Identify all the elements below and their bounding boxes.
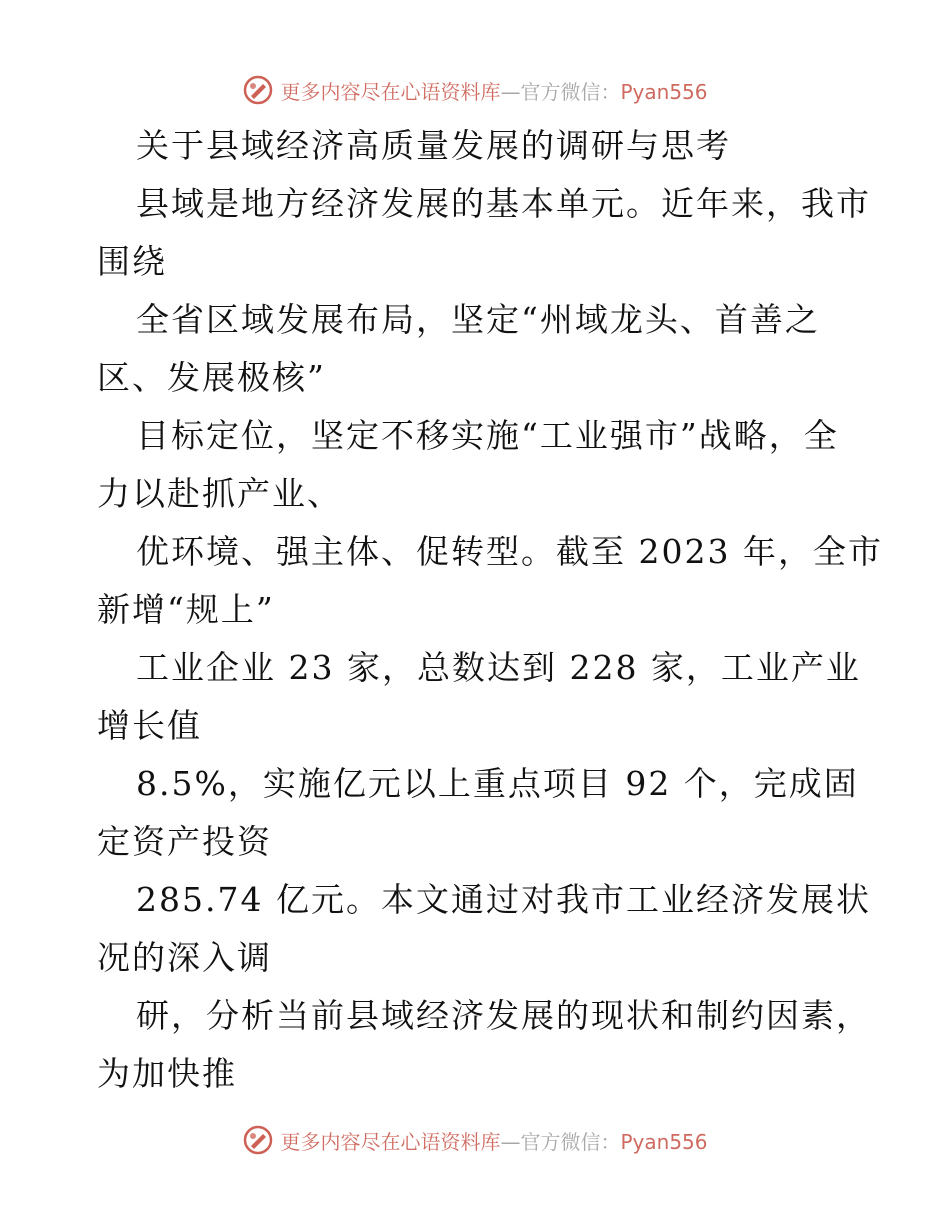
watermark-text — [280, 1126, 707, 1155]
paragraph-line: 围绕 — [97, 242, 167, 281]
watermark-dash: — — [500, 1129, 521, 1154]
document-body — [97, 117, 883, 1103]
document-title: 关于县域经济高质量发展的调研与思考 — [136, 126, 731, 165]
paragraph-line: 增长值 — [97, 706, 202, 745]
mouse-pen-icon — [242, 74, 274, 106]
header-watermark — [0, 70, 950, 110]
paragraph-line: 定资产投资 — [97, 822, 272, 861]
watermark-text — [280, 76, 707, 105]
paragraph-line: 县域是地方经济发展的基本单元。近年来，我市 — [136, 184, 871, 223]
footer-watermark — [0, 1120, 950, 1160]
paragraph-line: 况的深入调 — [97, 938, 272, 977]
watermark-wechat-label: 官方微信： — [520, 1129, 621, 1154]
paragraph-line: 工业企业 23 家，总数达到 228 家，工业产业 — [136, 648, 861, 687]
paragraph-line: 新增“规上” — [97, 590, 275, 629]
paragraph-line: 8.5%，实施亿元以上重点项目 92 个，完成固 — [136, 764, 859, 803]
paragraph-line: 为加快推 — [97, 1054, 237, 1093]
watermark-prefix: 更多内容尽在心语资料库 — [280, 79, 501, 104]
paragraph-line: 全省区域发展布局，坚定“州域龙头、首善之 — [136, 300, 820, 339]
paragraph-line: 285.74 亿元。本文通过对我市工业经济发展状 — [136, 880, 871, 919]
watermark-wechat-id: Pyan556 — [620, 79, 708, 104]
watermark-wechat-label: 官方微信： — [520, 79, 621, 104]
paragraph-line: 研，分析当前县域经济发展的现状和制约因素， — [136, 996, 871, 1035]
paragraph-line: 力以赴抓产业、 — [97, 474, 342, 513]
paragraph-line: 目标定位，坚定不移实施“工业强市”战略，全 — [136, 416, 839, 455]
watermark-wechat-id: Pyan556 — [620, 1129, 708, 1154]
watermark-dash: — — [500, 79, 521, 104]
watermark-prefix: 更多内容尽在心语资料库 — [280, 1129, 501, 1154]
mouse-pen-icon — [242, 1124, 274, 1156]
paragraph-line: 优环境、强主体、促转型。截至 2023 年，全市 — [136, 532, 883, 571]
paragraph-line: 区、发展极核” — [97, 358, 326, 397]
